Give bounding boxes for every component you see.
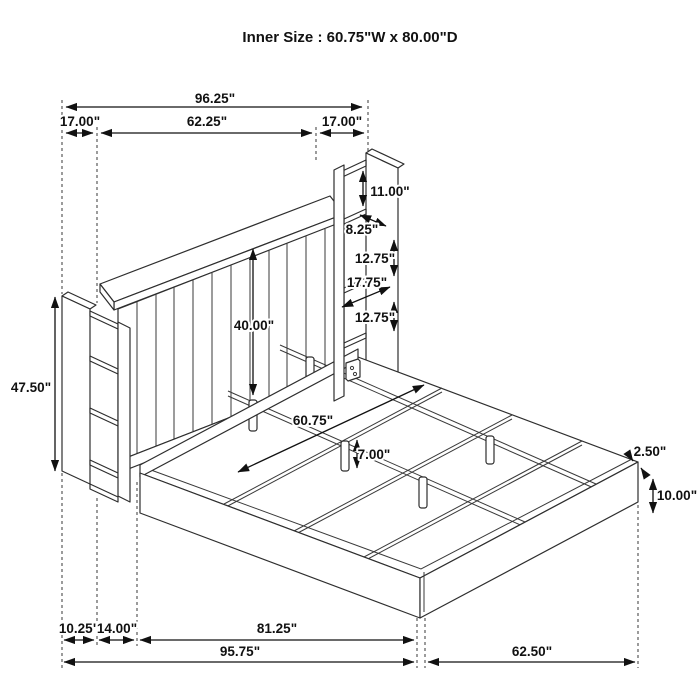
left-pier xyxy=(62,292,130,502)
dim-shelf-gap-upper: 12.75" xyxy=(354,251,396,266)
left-pier-front-post xyxy=(118,322,130,502)
inner-size-title: Inner Size : 60.75"W x 80.00"D xyxy=(242,29,458,46)
dim-headboard-width: 62.25" xyxy=(186,114,228,129)
right-pier-front-post xyxy=(334,165,344,401)
dim-pier-side-depth: 10.25" xyxy=(58,621,100,636)
dim-pier-top-gap: 11.00" xyxy=(370,184,410,199)
dim-rail-lip: 2.50" xyxy=(633,444,667,459)
dim-headboard-height: 40.00" xyxy=(233,318,275,333)
support-leg xyxy=(341,441,349,471)
dim-platform-length: 81.25" xyxy=(256,621,298,636)
dim-overall-depth: 95.75" xyxy=(219,644,261,659)
dim-shelf-opening: 17.75" xyxy=(346,275,388,290)
dim-shelf-gap-lower: 12.75" xyxy=(354,310,396,325)
left-pier-shelf-3 xyxy=(90,460,118,478)
left-pier-back-panel xyxy=(62,296,90,484)
left-pier-shelf-1 xyxy=(90,356,118,374)
rail-bracket xyxy=(346,359,360,381)
dim-left-pier-width: 17.00" xyxy=(59,114,101,129)
dim-right-pier-width: 17.00" xyxy=(321,114,363,129)
dim-inner-width: 60.75" xyxy=(292,413,334,428)
left-pier-shelf-2 xyxy=(90,408,118,426)
dim-footboard-width: 62.50" xyxy=(511,644,553,659)
dim-pier-height: 47.50" xyxy=(10,380,52,395)
dim-pier-to-rail-gap: 14.00" xyxy=(96,621,138,636)
left-pier-shelf-top xyxy=(90,311,118,329)
dim-overall-width: 96.25" xyxy=(194,91,236,106)
left-pier-bottom-board xyxy=(90,484,118,502)
support-leg xyxy=(419,477,427,508)
support-leg xyxy=(486,436,494,464)
dim-center-leg-height: 7.00" xyxy=(357,447,391,462)
right-pier-shelf-3 xyxy=(344,333,366,348)
dim-rail-height: 10.00" xyxy=(656,488,698,503)
dim-shelf-depth: 8.25" xyxy=(345,222,379,237)
